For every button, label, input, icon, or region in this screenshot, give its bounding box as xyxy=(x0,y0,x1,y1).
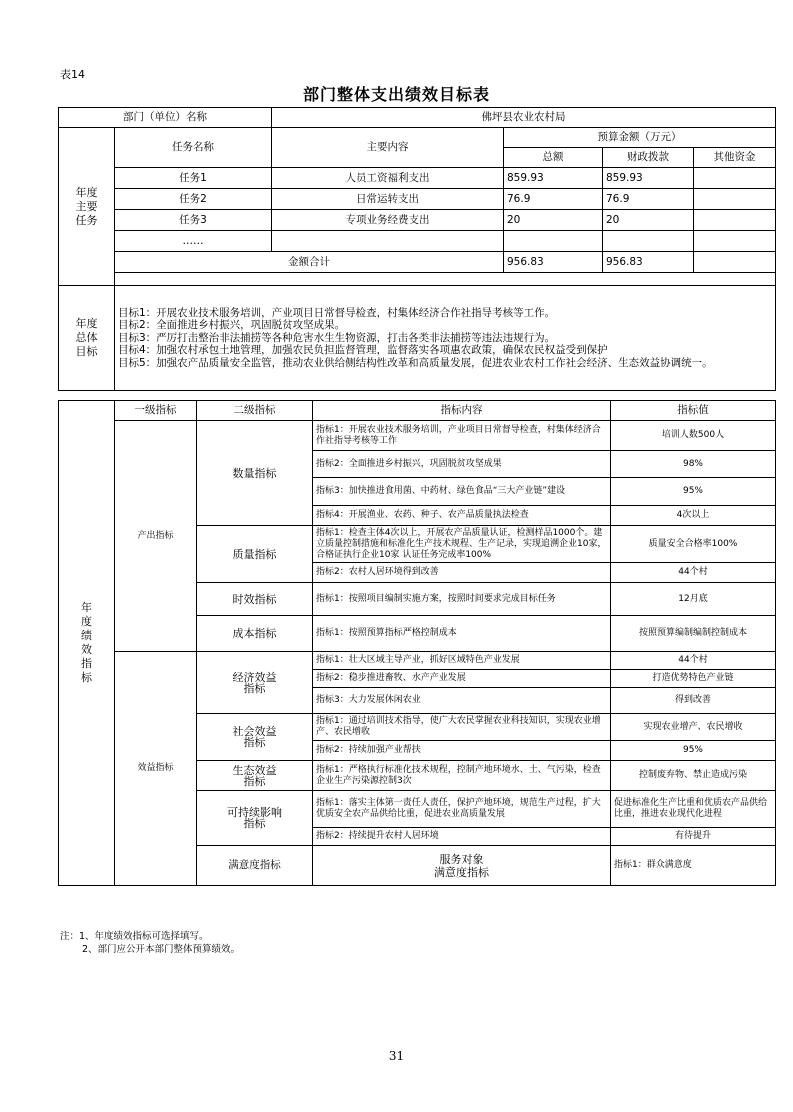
task-name: 任务1 xyxy=(115,168,272,189)
task-name: …… xyxy=(115,231,272,252)
sum-other xyxy=(694,252,776,273)
indicator-value: 控制废弃物、禁止造成污染 xyxy=(611,761,776,791)
goal-line: 目标1：开展农业技术服务培训，产业项目日常督导检查，村集体经济合作社指导考核等工作。 xyxy=(118,306,556,319)
sum-label: 金额合计 xyxy=(115,252,504,273)
dept-name-value: 佛坪县农业农村局 xyxy=(272,108,776,128)
sum-row xyxy=(59,252,776,273)
indicator-value: 促进标准化生产比重和优质农产品供给比重，推进农业现代化进程 xyxy=(611,791,776,828)
overall-goals xyxy=(115,286,776,391)
indicator-content: 指标1：严格执行标准化技术规程，控制产地环境水、土、气污染，检查企业生产污染源控制3次 xyxy=(313,761,611,791)
task-fiscal: 859.93 xyxy=(603,168,694,189)
indicator-content: 指标1：群众满意度 xyxy=(611,846,776,886)
notes xyxy=(60,930,240,956)
indicators-table xyxy=(58,400,776,886)
task-row xyxy=(59,189,776,210)
col-fiscal: 财政拨款 xyxy=(603,148,694,168)
task-row xyxy=(59,168,776,189)
sub-economic: 经济效益 指标 xyxy=(197,652,313,714)
page-number: 31 xyxy=(388,1049,405,1063)
table-number: 表14 xyxy=(60,68,85,81)
task-content: 日常运转支出 xyxy=(272,189,504,210)
indicator-value: 得到改善 xyxy=(611,688,776,714)
indicator-value: 实现农业增产、农民增收 xyxy=(611,714,776,741)
dept-name-label: 部门（单位）名称 xyxy=(59,108,272,128)
indicator-content: 指标1：落实主体第一责任人责任，保护产地环境，规范生产过程，扩大优质安全农产品供给比重，促进农业高质量发展 xyxy=(313,791,611,828)
task-fiscal: 76.9 xyxy=(603,189,694,210)
note-line: 2、部门应公开本部门整体预算绩效。 xyxy=(82,944,241,955)
indicator-content: 指标1：按照项目编制实施方案，按照时间要求完成目标任务 xyxy=(313,583,611,616)
col-indicator-value: 指标值 xyxy=(611,401,776,421)
task-fiscal xyxy=(603,231,694,252)
annual-tasks-text: 年度 主要 任务 xyxy=(75,185,98,227)
task-row xyxy=(59,210,776,231)
indicator-content: 指标1：通过培训技术指导，使广大农民掌握农业科技知识，实现农业增产、农民增收 xyxy=(313,714,611,741)
spacer-row xyxy=(115,273,776,286)
col-indicator-content: 指标内容 xyxy=(313,401,611,421)
indicator-content: 指标3：大力发展休闲农业 xyxy=(313,688,611,714)
indicator-value: 培训人数500人 xyxy=(611,421,776,451)
sum-total: 956.83 xyxy=(504,252,603,273)
indicator-value: 44个村 xyxy=(611,652,776,670)
task-other xyxy=(694,231,776,252)
annual-tasks-label xyxy=(59,128,115,286)
task-content xyxy=(272,231,504,252)
indicator-value: 95% xyxy=(611,478,776,506)
indicator-value: 95% xyxy=(611,741,776,761)
indicators-label xyxy=(59,401,115,886)
indicator-content: 指标1：开展农业技术服务培训，产业项目日常督导检查，村集体经济合作社指导考核等工作 xyxy=(313,421,611,451)
indicator-value: 12月底 xyxy=(611,583,776,616)
task-total: 20 xyxy=(504,210,603,231)
overall-goals-text: 年度 总体 目标 xyxy=(75,317,98,358)
group-satisfaction: 满意度指标 xyxy=(197,846,313,886)
indicator-content: 指标1：按照预算指标严格控制成本 xyxy=(313,616,611,652)
sub-ecological: 生态效益 指标 xyxy=(197,761,313,791)
indicators-text: 年 度 绩 效 指 标 xyxy=(81,601,92,684)
col-other: 其他资金 xyxy=(694,148,776,168)
indicator-content: 指标3：加快推进食用菌、中药材、绿色食品“三大产业链”建设 xyxy=(313,478,611,506)
indicator-content: 指标2：农村人居环境得到改善 xyxy=(313,563,611,583)
page-title: 部门整体支出绩效目标表 xyxy=(302,85,490,104)
note-line: 注：1、年度绩效指标可选择填写。 xyxy=(60,931,209,942)
indicator-value: 44个村 xyxy=(611,563,776,583)
col-total: 总额 xyxy=(504,148,603,168)
indicator-value: 98% xyxy=(611,451,776,478)
task-fiscal: 20 xyxy=(603,210,694,231)
task-total xyxy=(504,231,603,252)
indicator-content: 指标2：全面推进乡村振兴，巩固脱贫攻坚成果 xyxy=(313,451,611,478)
group-output: 产出指标 xyxy=(115,421,197,652)
col-level2: 二级指标 xyxy=(197,401,313,421)
indicator-content: 指标2：持续提升农村人居环境 xyxy=(313,828,611,846)
sub-quality: 质量指标 xyxy=(197,526,313,583)
task-name: 任务2 xyxy=(115,189,272,210)
sub-social: 社会效益 指标 xyxy=(197,714,313,761)
sub-sustainable: 可持续影响 指标 xyxy=(197,791,313,846)
col-level1: 一级指标 xyxy=(115,401,197,421)
indicator-value: 有待提升 xyxy=(611,828,776,846)
sub-cost: 成本指标 xyxy=(197,616,313,652)
task-other xyxy=(694,189,776,210)
indicator-value: 按照预算编制编制控制成本 xyxy=(611,616,776,652)
indicator-value: 4次以上 xyxy=(611,506,776,526)
sub-quantity: 数量指标 xyxy=(197,421,313,526)
indicator-value: 质量安全合格率100% xyxy=(611,526,776,563)
task-row xyxy=(59,231,776,252)
col-task-name: 任务名称 xyxy=(115,128,272,168)
group-benefit: 效益指标 xyxy=(115,652,197,886)
goal-line: 目标2：全面推进乡村振兴，巩固脱贫攻坚成果。 xyxy=(118,319,346,332)
task-content: 专项业务经费支出 xyxy=(272,210,504,231)
indicator-content: 指标1：检查主体4次以上，开展农产品质量认证，检测样品1000个。建立质量控制措施和标准化生产技术规程、生产记录，实现追溯企业10家，合格证执行企业10家 认证任务完成率100% xyxy=(313,526,611,563)
task-other xyxy=(694,210,776,231)
indicator-value: 打造优势特色产业链 xyxy=(611,670,776,688)
task-total: 859.93 xyxy=(504,168,603,189)
sub-timeliness: 时效指标 xyxy=(197,583,313,616)
goal-line: 目标3：严厉打击整治非法捕捞等各种危害水生生物资源，打击各类非法捕捞等违法违规行为。 xyxy=(118,331,556,344)
tasks-table xyxy=(58,107,776,391)
sub-service: 服务对象 满意度指标 xyxy=(313,846,611,886)
overall-goals-label xyxy=(59,286,115,391)
col-main-content: 主要内容 xyxy=(272,128,504,168)
indicator-content: 指标4：开展渔业、农药、种子、农产品质量执法检查 xyxy=(313,506,611,526)
indicator-content: 指标1：壮大区域主导产业，抓好区域特色产业发展 xyxy=(313,652,611,670)
sum-fiscal: 956.83 xyxy=(603,252,694,273)
task-other xyxy=(694,168,776,189)
goal-line: 目标4：加强农村承包土地管理，加强农民负担监督管理，监督落实各项惠农政策，确保农民权益受到保护 xyxy=(118,344,608,357)
col-budget: 预算金额（万元） xyxy=(504,128,776,148)
goal-line: 目标5：加强农产品质量安全监管，推动农业供给侧结构性改革和高质量发展，促进农业农村工作社会经济、生态效益协调统一。 xyxy=(118,356,713,369)
indicator-content: 指标2：稳步推进畜牧、水产产业发展 xyxy=(313,670,611,688)
indicator-content: 指标2：持续加强产业帮扶 xyxy=(313,741,611,761)
task-content: 人员工资福利支出 xyxy=(272,168,504,189)
task-total: 76.9 xyxy=(504,189,603,210)
task-name: 任务3 xyxy=(115,210,272,231)
